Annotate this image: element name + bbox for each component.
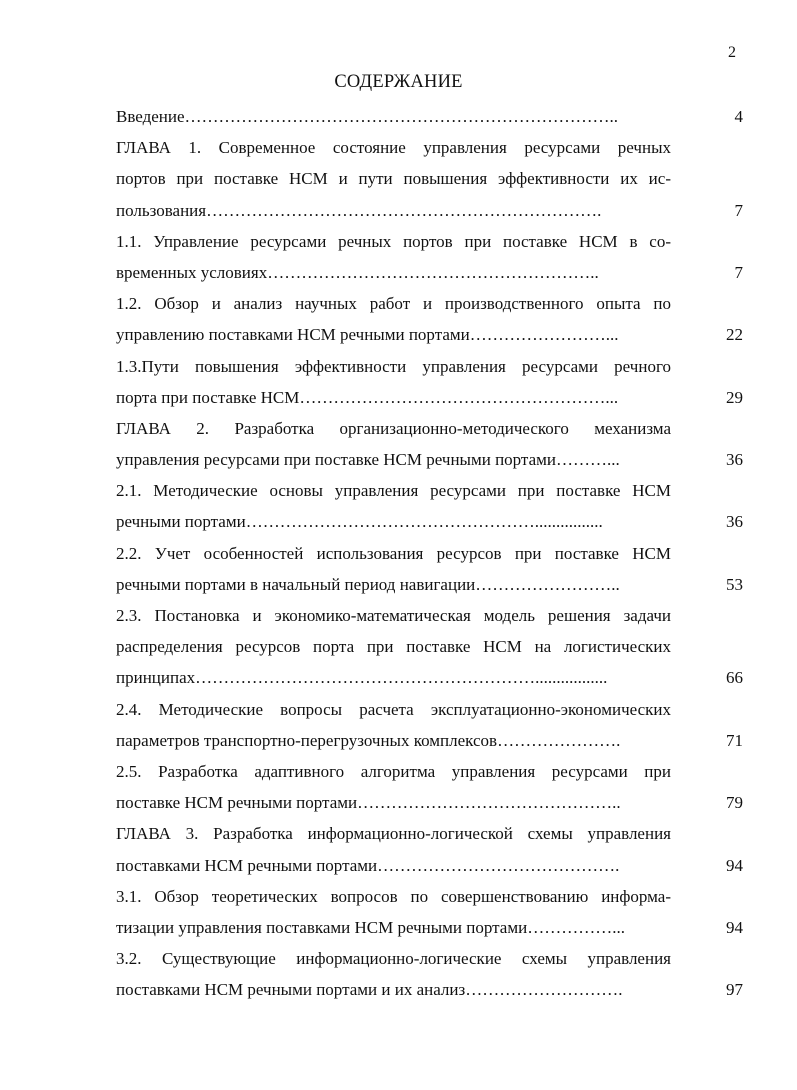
toc-page-number: 36 [726,450,743,470]
toc-entry[interactable] [116,226,743,288]
toc-entry-text: временных условиях………………………………………………….. [116,262,599,282]
toc-page-number: 79 [726,793,743,813]
toc-page-number: 94 [726,855,743,875]
toc-entry-text: речными портами в начальный период навигации…………………….. [116,574,620,594]
toc-entry-text: 3.2. Существующие информационно-логические схемы управления [116,949,671,969]
toc-entry-text: 2.2. Учет особенностей использования ресурсов при поставке НСМ [116,543,671,563]
toc-entry-text: поставке НСМ речными портами……………………………………….. [116,793,621,813]
toc-entry-text: пользования……………………………………………………………. [116,200,602,220]
toc-entry[interactable] [116,101,743,132]
toc-entry[interactable] [116,132,743,226]
toc-entry[interactable] [116,943,743,1005]
toc-entry[interactable] [116,756,743,818]
toc-entry-text: Введение………………………………………………………………….. [116,107,619,126]
toc-entry[interactable] [116,881,743,943]
toc-entry[interactable] [116,818,743,880]
toc-entry[interactable] [116,600,743,694]
toc-entry-text: тизации управления поставками НСМ речными портами……………... [116,917,625,937]
toc-entry-text: принципах……………………………………………………................. [116,668,608,688]
table-of-contents [116,101,743,1005]
toc-entry-text: ГЛАВА 1. Современное состояние управления ресурсами речных [116,138,671,158]
toc-entry-text: порта при поставке НСМ………………………………………………... [116,387,619,407]
toc-entry-text: 1.3.Пути повышения эффективности управления ресурсами речного [116,356,671,376]
toc-page-number: 53 [726,574,743,594]
toc-entry-text: управления ресурсами при поставке НСМ речными портами………... [116,450,620,470]
toc-entry[interactable] [116,413,743,475]
toc-page-number: 22 [726,325,743,345]
toc-entry-text: поставками НСМ речными портами и их анализ………………………. [116,980,623,1000]
toc-entry-text: 1.1. Управление ресурсами речных портов при поставке НСМ в со- [116,231,671,251]
toc-entry-text: 3.1. Обзор теоретических вопросов по совершенствованию информа- [116,886,671,906]
toc-entry-text: 2.3. Постановка и экономико-математическая модель решения задачи [116,606,671,625]
toc-entry[interactable] [116,538,743,600]
toc-entry[interactable] [116,351,743,413]
toc-entry-text: 2.5. Разработка адаптивного алгоритма управления ресурсами при [116,761,671,781]
toc-page-number: 7 [734,200,743,220]
toc-page-number: 94 [726,917,743,937]
toc-entry[interactable] [116,475,743,537]
toc-entry[interactable] [116,694,743,756]
toc-page-number: 36 [726,512,743,532]
toc-entry-text: ГЛАВА 3. Разработка информационно-логической схемы управления [116,824,671,844]
toc-entry-text: распределения ресурсов порта при поставке НСМ на логистических [116,637,671,657]
toc-page-number: 4 [734,107,743,126]
toc-entry-text: речными портами……………………………………………................ [116,512,603,532]
toc-entry-text: ГЛАВА 2. Разработка организационно-методического механизма [116,418,671,438]
toc-entry-text: управлению поставками НСМ речными портами……………………... [116,325,619,345]
toc-page-number: 29 [726,387,743,407]
toc-entry-text: поставками НСМ речными портами……………………………………. [116,855,620,875]
toc-page-number: 66 [726,668,743,688]
toc-entry[interactable] [116,288,743,350]
page-number: 2 [728,44,736,61]
toc-entry-text: 2.4. Методические вопросы расчета эксплуатационно-экономических [116,699,671,719]
toc-page-number: 97 [726,980,743,1000]
toc-page-number: 71 [726,730,743,750]
toc-title: СОДЕРЖАНИЕ [334,72,463,92]
toc-entry-text: параметров транспортно-перегрузочных комплексов…………………. [116,730,621,750]
toc-entry-text: 1.2. Обзор и анализ научных работ и производственного опыта по [116,294,671,314]
toc-entry-text: 2.1. Методические основы управления ресурсами при поставке НСМ [116,481,671,501]
toc-page-number: 7 [734,262,743,282]
toc-entry-text: портов при поставке НСМ и пути повышения эффективности их ис- [116,169,671,189]
